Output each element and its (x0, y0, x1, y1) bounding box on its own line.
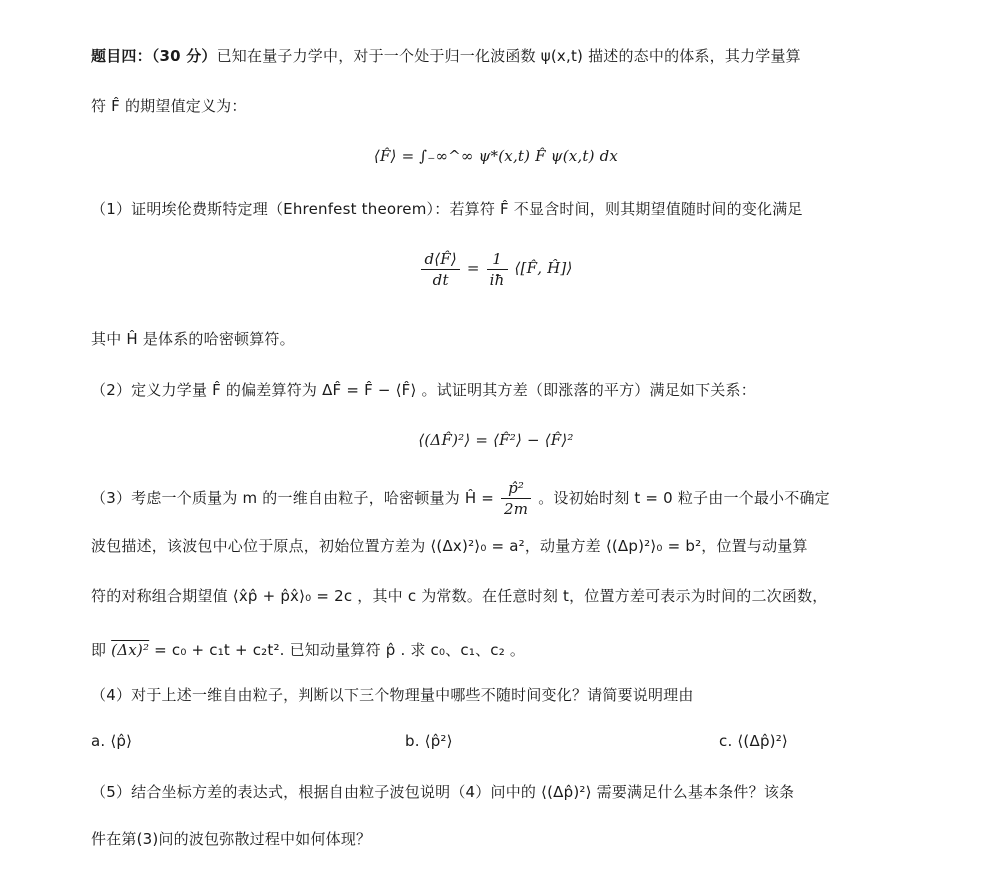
variance-equation: ⟨(ΔF̂)²⟩ = ⟨F̂²⟩ − ⟨F̂⟩² (418, 431, 574, 449)
part3-line4-prefix: 即 (91, 641, 112, 659)
part3-line-4 (91, 640, 897, 660)
problem-title: 题目四：（30 分） (91, 47, 217, 65)
equals-sign: = (466, 259, 480, 277)
part3-text-b: 。设初始时刻 t = 0 粒子由一个最小不确定 (538, 489, 830, 507)
intro-text-1: 已知在量子力学中，对于一个处于归一化波函数 ψ(x,t) 描述的态中的体系，其力学量算 (216, 47, 801, 65)
rhs-denominator: iħ (489, 270, 505, 289)
part5-line-1: （5）结合坐标方差的表达式，根据自由粒子波包说明（4）问中的 ⟨(Δp̂)²⟩ 需要满足什么基本条件？该条 (91, 783, 795, 801)
option-b: b. ⟨p̂²⟩ (405, 732, 453, 750)
intro-line-1 (91, 46, 897, 66)
rhs-fraction (487, 249, 508, 290)
lhs-numerator: d⟨F̂⟩ (421, 249, 460, 270)
part1-note: 其中 Ĥ 是体系的哈密顿算符。 (91, 330, 295, 348)
hamiltonian-numerator: p̂² (501, 478, 531, 499)
ehrenfest-equation (0, 248, 992, 290)
expectation-equation: ⟨F̂⟩ = ∫₋∞^∞ ψ*(x,t) F̂ ψ(x,t) dx (373, 147, 619, 165)
option-c: c. ⟨(Δp̂)²⟩ (719, 732, 788, 750)
part3-line-3: 符的对称组合期望值 ⟨x̂p̂ + p̂x̂⟩₀ = 2c ，其中 c 为常数。在任意时刻 t，位置方差可表示为时间的二次函数， (91, 587, 828, 605)
part3-line-2: 波包描述，该波包中心位于原点，初始位置方差为 ⟨(Δx)²⟩₀ = a²，动量方差 ⟨(Δp)²⟩₀ = b²，位置与动量算 (91, 537, 808, 555)
part3-line-1 (91, 478, 897, 519)
hamiltonian-fraction (501, 478, 531, 519)
option-a: a. ⟨p̂⟩ (91, 732, 133, 750)
part2-text: （2）定义力学量 F̂ 的偏差算符为 ΔF̂ = F̂ − ⟨F̂⟩ 。试证明其方差（即涨落的平方）满足如下关系： (91, 381, 756, 399)
rhs-numerator: 1 (487, 249, 508, 270)
mean-variance-symbol: (Δx)² (111, 641, 150, 659)
lhs-denominator: dt (432, 270, 449, 289)
part1-text: （1）证明埃伦费斯特定理（Ehrenfest theorem）：若算符 F̂ 不显含时间，则其期望值随时间的变化满足 (91, 200, 803, 218)
part5-line-2: 件在第(3)问的波包弥散过程中如何体现？ (91, 830, 372, 848)
part3-text-a: （3）考虑一个质量为 m 的一维自由粒子，哈密顿量为 Ĥ = (91, 489, 495, 507)
part3-line4-suffix: = c₀ + c₁t + c₂t². 已知动量算符 p̂ . 求 c₀、c₁、c₂ 。 (149, 641, 526, 659)
lhs-fraction (421, 249, 460, 290)
commutator-expectation: ⟨[F̂, Ĥ]⟩ (514, 259, 573, 277)
intro-line-2: 符 F̂ 的期望值定义为： (91, 97, 247, 115)
hamiltonian-denominator: 2m (504, 500, 529, 518)
part4-text: （4）对于上述一维自由粒子，判断以下三个物理量中哪些不随时间变化？请简要说明理由 (91, 686, 694, 704)
